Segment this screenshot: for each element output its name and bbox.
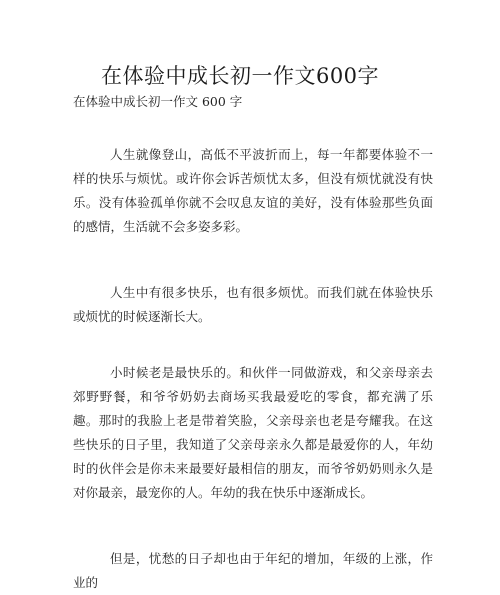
document-subtitle: 在体验中成长初一作文 600 字 <box>73 94 243 109</box>
document-title: 在体验中成长初一作文600字 <box>100 64 380 88</box>
paragraph-2: 人生中有很多快乐，也有很多烦忧。而我们就在体验快乐或烦忧的时候逐渐长大。 <box>73 285 433 324</box>
paragraph-1: 人生就像登山，高低不平波折而上，每一年都要体验不一样的快乐与烦忧。或许你会诉苦烦忧太多，但没有烦忧就没有快乐。没有体验孤单你就不会叹息友谊的美好，没有体验那些负面的感情，生活就不会多姿多彩。 <box>73 147 433 234</box>
paragraph-4: 但是，忧愁的日子却也由于年纪的增加，年级的上涨，作业的 <box>73 551 433 590</box>
paragraph-3: 小时候老是最快乐的。和伙伴一同做游戏，和父亲母亲去郊野野餐，和爷爷奶奶去商场买我最爱吃的零食，都充满了乐趣。那时的我脸上老是带着笑脸，父亲母亲也老是夸耀我。在这些快乐的日子里，我知道了父亲母亲永久都是最爱你的人，年幼时的伙伴会是你未来最要好最相信的朋友，而爷爷奶奶则永久是对你最亲，最宠你的人。年幼的我在快乐中逐渐成长。 <box>73 365 433 500</box>
